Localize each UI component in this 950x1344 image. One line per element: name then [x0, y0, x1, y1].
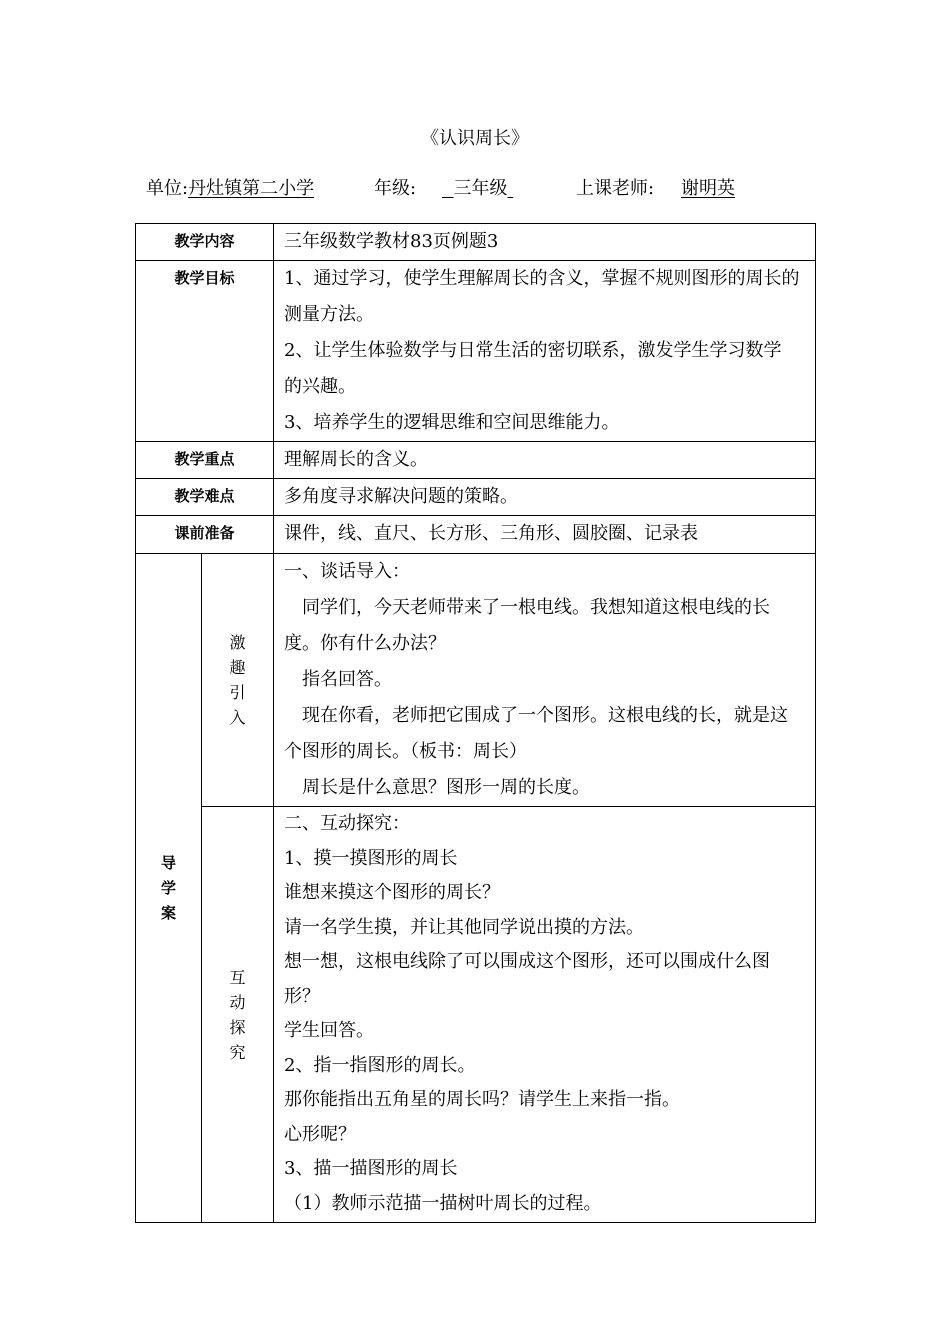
goal-line: 测量方法。	[284, 304, 375, 325]
intro-char: 激	[229, 633, 246, 652]
label-key: 教学重点	[136, 442, 274, 479]
info-line	[146, 174, 735, 200]
label-guide	[136, 554, 202, 1223]
intro-line: 现在你看，老师把它围成了一个图形。这根电线的长，就是这	[302, 705, 789, 726]
value-difficulty: 多角度寻求解决问题的策略。	[274, 479, 816, 516]
goal-line: 1、通过学习，使学生理解周长的含义，掌握不规则图形的周长的	[284, 268, 800, 289]
row-content	[136, 224, 816, 261]
guide-char: 案	[160, 903, 176, 922]
intro-line: 周长是什么意思？图形一周的长度。	[302, 777, 591, 798]
explore-char: 探	[229, 1017, 246, 1037]
label-intro	[202, 554, 274, 807]
unit-value: 丹灶镇第二小学	[188, 178, 315, 199]
explore-line: 二、互动探究：	[284, 813, 411, 834]
explore-char: 动	[229, 992, 246, 1012]
document-title: 《认识周长》	[421, 128, 529, 149]
explore-line: 学生回答。	[284, 1020, 375, 1041]
label-content: 教学内容	[136, 224, 274, 261]
grade-value	[442, 174, 513, 200]
explore-char: 互	[229, 967, 246, 987]
explore-char: 究	[229, 1042, 246, 1062]
explore-line: 谁想来摸这个图形的周长？	[284, 882, 501, 903]
intro-char: 入	[229, 708, 246, 727]
value-key: 理解周长的含义。	[274, 442, 816, 479]
intro-line: 度。你有什么办法？	[284, 633, 447, 654]
explore-line: 心形呢？	[284, 1123, 357, 1145]
value-prep: 课件，线、直尺、长方形、三角形、圆胶圈、记录表	[274, 516, 816, 554]
grade-label: 年级:	[374, 178, 417, 199]
row-goals	[136, 261, 816, 442]
explore-line: 2、指一指图形的周长。	[284, 1054, 476, 1076]
goal-line: 3、培养学生的逻辑思维和空间思维能力。	[284, 412, 620, 433]
row-key	[136, 442, 816, 479]
row-prep	[136, 516, 816, 554]
explore-line: 1、摸一摸图形的周长	[284, 847, 458, 869]
explore-line: （1）教师示范描一描树叶周长的过程。	[284, 1192, 602, 1214]
explore-line: 3、描一描图形的周长	[284, 1158, 458, 1179]
row-explore	[136, 807, 816, 1223]
lesson-plan-table	[135, 223, 816, 1223]
teacher-label: 上课老师:	[576, 178, 655, 199]
goal-line: 2、让学生体验数学与日常生活的密切联系，激发学生学习数学	[284, 340, 782, 361]
row-intro	[136, 554, 816, 807]
grade-value-text: 三年级	[453, 178, 508, 199]
intro-line: 指名回答。	[302, 669, 393, 690]
explore-line: 请一名学生摸，并让其他同学说出摸的方法。	[284, 916, 645, 938]
label-prep: 课前准备	[136, 516, 274, 554]
label-goals: 教学目标	[136, 261, 274, 442]
value-content: 三年级数学教材83页例题3	[274, 224, 816, 261]
unit-label: 单位:	[146, 178, 189, 199]
row-difficulty	[136, 479, 816, 516]
intro-line: 一、谈话导入：	[284, 561, 411, 582]
explore-line: 想一想，这根电线除了可以围成这个图形，还可以围成什么图	[284, 951, 771, 972]
value-intro	[274, 554, 816, 807]
explore-line: 那你能指出五角星的周长吗？请学生上来指一指。	[284, 1089, 681, 1110]
intro-line: 个图形的周长。（板书：周长）	[284, 741, 528, 762]
explore-line: 形？	[284, 985, 321, 1007]
guide-char: 学	[160, 878, 176, 897]
intro-char: 趣	[229, 658, 246, 677]
goal-line: 的兴趣。	[284, 376, 357, 397]
value-explore	[274, 807, 816, 1223]
guide-char: 导	[160, 853, 176, 872]
intro-line: 同学们，今天老师带来了一根电线。我想知道这根电线的长	[302, 597, 771, 618]
value-goals	[274, 261, 816, 442]
label-explore	[202, 807, 274, 1223]
label-difficulty: 教学难点	[136, 479, 274, 516]
teacher-value: 谢明英	[681, 178, 735, 199]
intro-char: 引	[229, 683, 246, 702]
